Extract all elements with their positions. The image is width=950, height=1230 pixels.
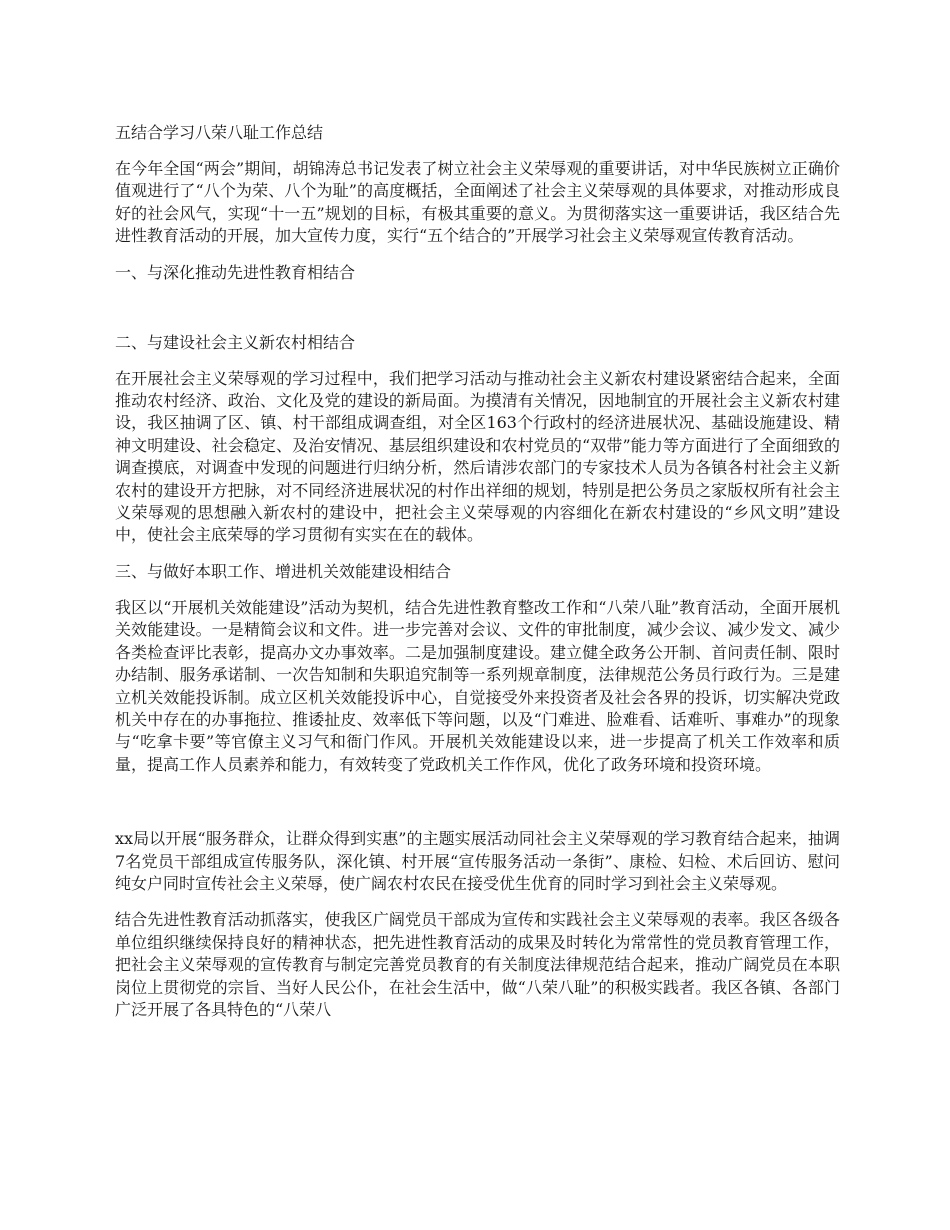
closing-paragraph: 结合先进性教育活动抓落实，使我区广阔党员干部成为宣传和实践社会主义荣辱观的表率。我区各级各单位组织继续保持良好的精神状态，把先进性教育活动的成果及时转化为常常性的党员教育管理工作，把社会主义荣辱观的宣传教育与制定完善党员教育的有关制度法律规范结合起来，推动广阔党员在本职岗位上贯彻党的宗旨、当好人民公仆，在社会生活中，做“八荣八耻”的积极实践者。我区各镇、各部门广泛开展了各具特色的“八荣八: [115, 910, 840, 1019]
section-2-heading: 二、与建设社会主义新农村相结合: [115, 332, 356, 352]
blank-space: [115, 298, 840, 332]
section-1-heading: 一、与深化推动先进性教育相结合: [115, 262, 356, 282]
document-title: 五结合学习八荣八耻工作总结: [115, 123, 324, 142]
section-3-heading: 三、与做好本职工作、增进机关效能建设相结合: [115, 561, 452, 581]
blank-space: [115, 790, 840, 828]
document-page: [115, 122, 840, 1035]
section-2-paragraph: 在开展社会主义荣辱观的学习过程中，我们把学习活动与推动社会主义新农村建设紧密结合起来，全面推动农村经济、政治、文化及党的建设的新局面。为摸清有关情况，因地制宜的开展社会主义新农村建设，我区抽调了区、镇、村干部组成调查组，对全区163个行政村的经济进展状况、基础设施建设、精神文明建设、社会稳定、及治安情况、基层组织建设和农村党员的“双带”能力等方面进行了全面细致的调查摸底，对调查中发现的问题进行归纳分析，然后请涉农部门的专家技术人员为各镇各村社会主义新农村的建设开方把脉，对不同经济进展状况的村作出祥细的规划，特别是把公务员之家版权所有社会主义荣辱观的思想融入新农村的建设中，把社会主义荣辱观的内容细化在新农村建设的“乡风文明”建设中，使社会主底荣辱的学习贯彻有实实在在的载体。: [115, 368, 840, 545]
intro-paragraph: 在今年全国“两会”期间，胡锦涛总书记发表了树立社会主义荣辱观的重要讲话，对中华民族树立正确价值观进行了“八个为荣、八个为耻”的高度概括，全面阐述了社会主义荣辱观的具体要求，对推动形成良好的社会风气，实现“十一五”规划的目标，有极其重要的意义。为贯彻落实这一重要讲话，我区结合先进性教育活动的开展，加大宣传力度，实行“五个结合的”开展学习社会主义荣辱观宣传教育活动。: [115, 159, 840, 246]
section-3-paragraph: 我区以“开展机关效能建设”活动为契机，结合先进性教育整改工作和“八荣八耻”教育活动，全面开展机关效能建设。一是精简会议和文件。进一步完善对会议、文件的审批制度，减少会议、减少发文、减少各类检查评比表彰，提高办文办事效率。二是加强制度建设。建立健全政务公开制、首问责任制、限时办结制、服务承诺制、一次告知制和失职追究制等一系列规章制度，法律规范公务员行政行为。三是建立机关效能投诉制。成立区机关效能投诉中心，自觉接受外来投资者及社会各界的投诉，切实解决党政机关中存在的办事拖拉、推诿扯皮、效率低下等问题，以及“门难进、脸难看、话难听、事难办”的现象与“吃拿卡要”等官僚主义习气和衙门作风。开展机关效能建设以来，进一步提高了机关工作效率和质量，提高工作人员素养和能力，有效转变了党政机关工作作风，优化了政务环境和投资环境。: [115, 597, 840, 774]
xx-bureau-paragraph: xx局以开展“服务群众，让群众得到实惠”的主题实展活动同社会主义荣辱观的学习教育结合起来，抽调7名党员干部组成宣传服务队，深化镇、村开展“宣传服务活动一条街”、康检、妇检、术后回访、慰问纯女户同时宣传社会主义荣辱，使广阔农村农民在接受优生优育的同时学习到社会主义荣辱观。: [115, 829, 840, 893]
